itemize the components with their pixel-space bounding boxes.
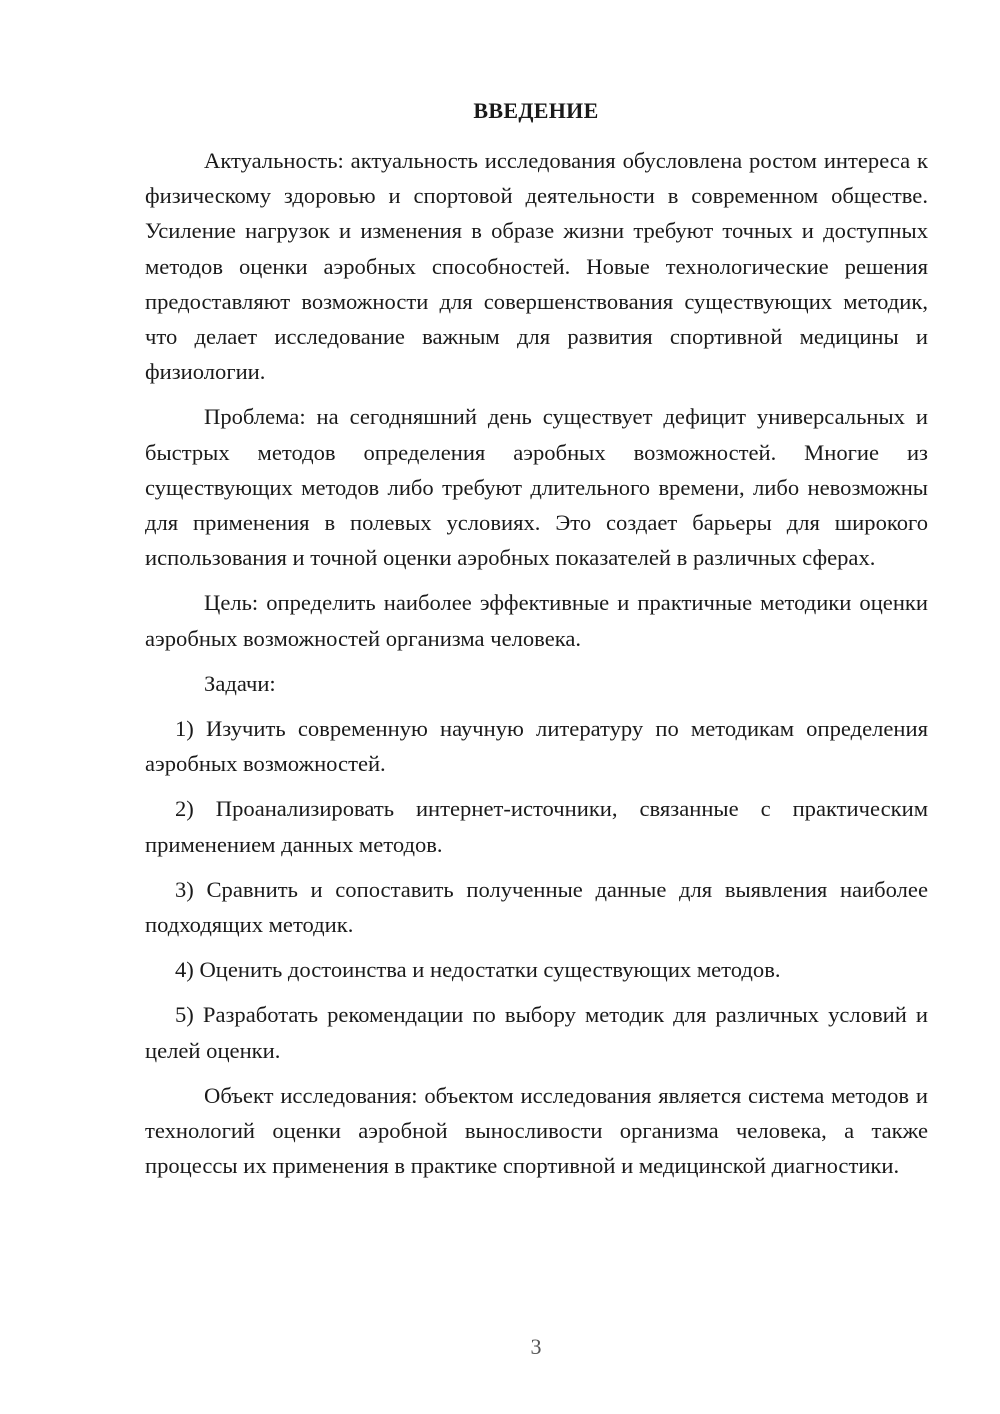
task-item: 4) Оценить достоинства и недостатки существующих методов. — [175, 957, 781, 983]
task-item: 2) Проанализировать интернет-источники, связанные с практическим применением данных методов. — [145, 796, 928, 857]
task-item: 5) Разработать рекомендации по выбору методик для различных условий и целей оценки. — [145, 1002, 928, 1063]
task-item: 1) Изучить современную научную литературу по методикам определения аэробных возможностей. — [145, 716, 928, 777]
task-item: 3) Сравнить и сопоставить полученные данные для выявления наиболее подходящих методик. — [145, 876, 928, 938]
tasks-label: Задачи: — [204, 670, 276, 696]
body-text — [145, 143, 928, 1193]
paragraph-relevance: Актуальность: актуальность исследования обусловлена ростом интереса к физическому здоровью и спортовой деятельности в современном обществе. Усиление нагрузок и изменения в образе жизни требуют точных и доступных методов оценки аэробных способностей. Новые технологические решения предоставляют возможности для совершенствования существующих методик, что делает исследование важным для развития спортивной медицины и физиологии. — [145, 148, 928, 385]
paragraph-object: Объект исследования: объектом исследования является система методов и технологий оценки аэробной выносливости организма человека, а также процессы их применения в практике спортивной и медицинской диагностики. — [145, 1082, 928, 1179]
paragraph-goal: Цель: определить наиболее эффективные и практичные методики оценки аэробных возможностей организма человека. — [145, 590, 928, 651]
page-number: 3 — [530, 1334, 542, 1359]
paragraph-problem: Проблема: на сегодняшний день существует дефицит универсальных и быстрых методов определения аэробных возможностей. Многие из существующих методов либо требуют длительного времени, либо невозможны для применения в полевых условиях. Это создает барьеры для широкого использования и точной оценки аэробных показателей в различных сферах. — [145, 404, 928, 571]
section-heading: ВВЕДЕНИЕ — [473, 98, 599, 123]
